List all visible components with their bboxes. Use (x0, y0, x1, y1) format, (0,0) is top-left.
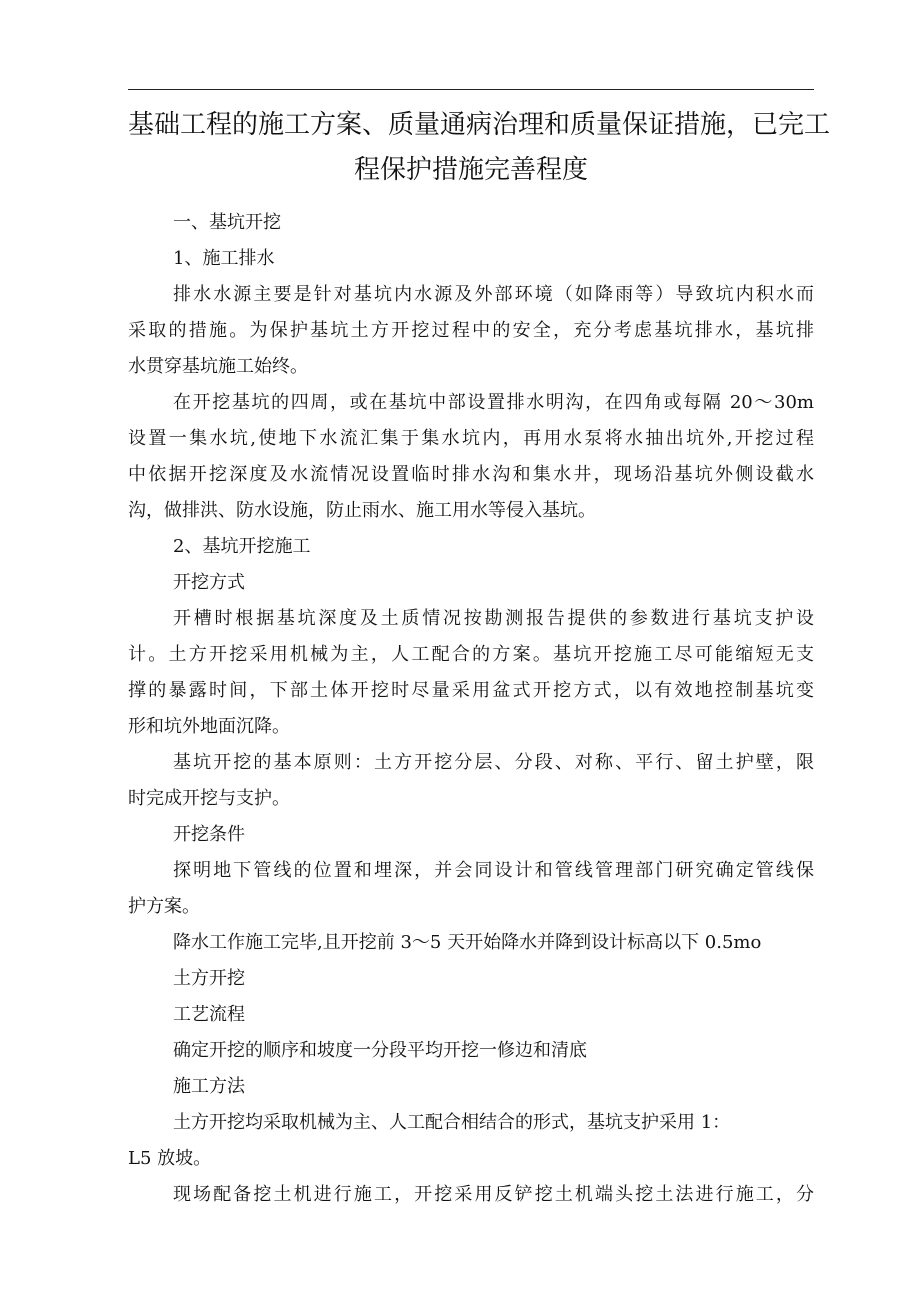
body-text-line: 确定开挖的顺序和坡度一分段平均开挖一修边和清底 (173, 1040, 587, 1061)
body-text-line: 形和坑外地面沉降。 (128, 716, 290, 737)
body-text-line: 排水水源主要是针对基坑内水源及外部环境（如降雨等）导致坑内积水而 (173, 284, 814, 305)
subsection-heading: 2、基坑开挖施工 (173, 536, 311, 557)
body-text-line: 土方开挖均采取机械为主、人工配合相结合的形式，基坑支护采用 1： (173, 1112, 731, 1133)
body-text-line: 护方案。 (128, 896, 200, 917)
body-text-line: 计。土方开挖采用机械为主，人工配合的方案。基坑开挖施工尽可能缩短无支 (128, 644, 814, 665)
body-text-line: 时完成开挖与支护。 (128, 788, 290, 809)
body-text-line: 开槽时根据基坑深度及土质情况按勘测报告提供的参数进行基坑支护设 (173, 608, 814, 629)
subsection-heading: 开挖方式 (173, 572, 245, 593)
body-text-line: 撑的暴露时间，下部土体开挖时尽量采用盆式开挖方式，以有效地控制基坑变 (128, 680, 814, 701)
subsection-heading: 工艺流程 (173, 1004, 245, 1025)
header-rule (128, 89, 814, 90)
section-heading: 一、基坑开挖 (173, 212, 281, 233)
subsection-heading: 施工方法 (173, 1076, 245, 1097)
body-text-line: 沟，做排洪、防水设施，防止雨水、施工用水等侵入基坑。 (128, 500, 596, 521)
body-text-line: 现场配备挖土机进行施工，开挖采用反铲挖土机端头挖土法进行施工，分 (173, 1184, 814, 1205)
document-title-line-2: 程保护措施完善程度 (353, 155, 588, 185)
subsection-heading: 土方开挖 (173, 968, 245, 989)
body-text-line: 设置一集水坑,使地下水流汇集于集水坑内，再用水泵将水抽出坑外,开挖过程 (128, 428, 814, 449)
document-title-line-1: 基础工程的施工方案、质量通病治理和质量保证措施，已完工 (128, 110, 831, 140)
body-text-line: 中依据开挖深度及水流情况设置临时排水沟和集水井，现场沿基坑外侧设截水 (128, 464, 814, 485)
subsection-heading: 开挖条件 (173, 824, 245, 845)
body-text-line: 基坑开挖的基本原则：土方开挖分层、分段、对称、平行、留土护壁，限 (173, 752, 814, 773)
body-text-line: 水贯穿基坑施工始终。 (128, 356, 308, 377)
body-text-line: 探明地下管线的位置和埋深，并会同设计和管线管理部门研究确定管线保 (173, 860, 814, 881)
body-text-line: 采取的措施。为保护基坑土方开挖过程中的安全，充分考虑基坑排水，基坑排 (128, 320, 814, 341)
body-text-line: L5 放坡。 (128, 1148, 212, 1169)
subsection-heading: 1、施工排水 (173, 248, 275, 269)
body-text-line: 在开挖基坑的四周，或在基坑中部设置排水明沟，在四角或每隔 20～30m (173, 392, 814, 413)
body-text-line: 降水工作施工完毕,且开挖前 3～5 天开始降水并降到设计标高以下 0.5mo (173, 932, 762, 953)
